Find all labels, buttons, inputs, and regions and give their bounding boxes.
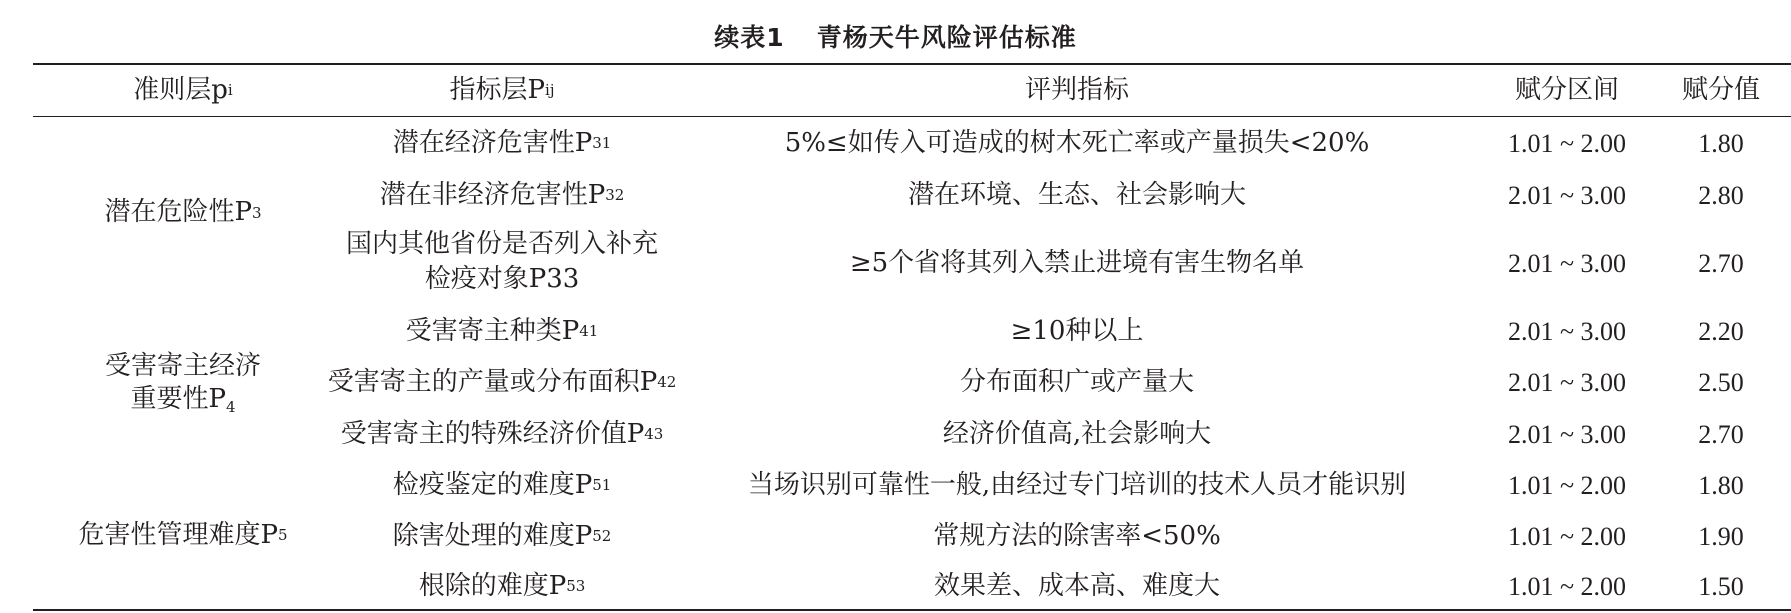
header-criterion: 准则层 p i [133,74,233,105]
indicator-cell: 检疫鉴定的难度P 51 [392,469,612,500]
indicator-cell: 国内其他省份是否列入补充 检疫对象P33 [345,229,658,294]
range-cell: 2.01 ~ 3.00 [1507,367,1627,397]
score-cell: 1.90 [1698,521,1744,551]
range-cell: 1.01 ~ 2.00 [1507,128,1627,158]
table-caption [0,18,1791,54]
judgement-cell: 5%≤如传入可造成的树木死亡率或产量损失<20% [784,127,1370,158]
judgement-cell: 当场识别可靠性一般,由经过专门培训的技术人员才能识别 [747,469,1407,500]
table-title: 青杨天牛风险评估标准 [816,23,1077,52]
range-cell: 2.01 ~ 3.00 [1507,248,1627,278]
judgement-cell: 分布面积广或产量大 [959,366,1194,397]
criterion-cell-2: 受害寄主经济 重要性$P_4$ [104,350,261,416]
range-cell: 2.01 ~ 3.00 [1507,180,1627,210]
criterion-cell-3: 危害性管理难度P 5 [78,519,288,550]
indicator-cell: 除害处理的难度P 52 [392,520,612,551]
header-range: 赋分区间 [1514,74,1619,105]
range-cell: 2.01 ~ 3.00 [1507,419,1627,449]
range-cell: 2.01 ~ 3.00 [1507,316,1627,346]
header-score: 赋分值 [1681,74,1760,105]
indicator-cell: 潜在非经济危害性P 32 [379,179,625,210]
score-cell: 2.80 [1698,180,1744,210]
judgement-cell: 效果差、成本高、难度大 [933,570,1220,601]
range-cell: 1.01 ~ 2.00 [1507,571,1627,601]
indicator-cell: 受害寄主种类P 41 [405,315,599,346]
header-judgement: 评判指标 [1024,74,1129,105]
score-cell: 1.80 [1698,128,1744,158]
indicator-cell: 受害寄主的产量或分布面积P 42 [327,366,677,397]
judgement-cell: 常规方法的除害率<50% [933,520,1221,551]
score-cell: 2.20 [1698,316,1744,346]
judgement-cell: 潜在环境、生态、社会影响大 [907,179,1246,210]
header-indicator: 指标层 P ij [449,74,555,105]
header-rule [33,116,1791,117]
score-cell: 2.70 [1698,248,1744,278]
score-cell: 2.70 [1698,419,1744,449]
criterion-cell-1: 潜在危险性P 3 [104,197,262,227]
indicator-cell: 受害寄主的特殊经济价值P 43 [340,418,664,449]
range-cell: 1.01 ~ 2.00 [1507,521,1627,551]
indicator-cell: 潜在经济危害性P 31 [392,127,612,158]
judgement-cell: ≥10种以上 [1010,315,1144,346]
table-number: 续表1 [714,23,785,52]
top-rule [33,63,1791,65]
score-cell: 1.50 [1698,571,1744,601]
judgement-cell: ≥5个省将其列入禁止进境有害生物名单 [849,247,1305,278]
score-cell: 2.50 [1698,367,1744,397]
judgement-cell: 经济价值高,社会影响大 [942,418,1212,449]
score-cell: 1.80 [1698,470,1744,500]
indicator-cell: 根除的难度P 53 [418,570,586,601]
range-cell: 1.01 ~ 2.00 [1507,470,1627,500]
